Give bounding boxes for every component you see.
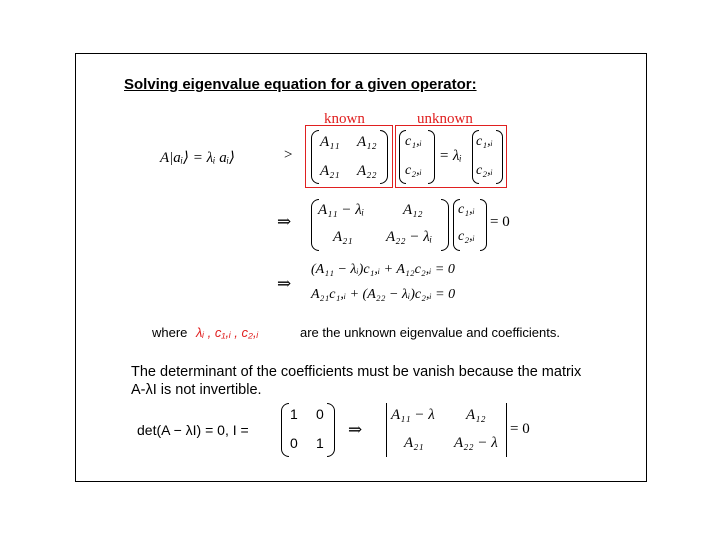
matrix-b-r2c2: A₂₂ − λᵢ	[386, 229, 433, 245]
implies-arrow-4: ⇒	[348, 420, 363, 439]
vec-c3-r1: c₁,ᵢ	[458, 202, 475, 217]
vec-c-right-paren	[428, 130, 435, 184]
implies-arrow-2: ⇒	[277, 212, 292, 231]
vec-c-r2: c₂,ᵢ	[405, 163, 422, 178]
vec-c3-right-paren	[480, 199, 487, 251]
label-unknown: unknown	[417, 111, 473, 127]
matrix-b-right-paren	[441, 199, 449, 251]
where-suffix: are the unknown eigenvalue and coefficients.	[300, 325, 560, 340]
det-equation: det(A − λI) = 0, I =	[137, 422, 249, 438]
vec-c-r1: c₁,ᵢ	[405, 134, 422, 149]
slide-title: Solving eigenvalue equation for a given operator:	[124, 76, 477, 93]
vec-c2-r2: c₂,ᵢ	[476, 163, 493, 178]
matrix-a-r2c2: A₂₂	[357, 163, 377, 179]
implies-arrow-3: ⇒	[277, 274, 292, 293]
matrix-a-left-paren	[311, 130, 319, 184]
matrix-a-right-paren	[380, 130, 388, 184]
det-rhs: = 0	[510, 421, 530, 437]
identity-left-paren	[281, 403, 289, 457]
det-text-2: A-λI is not invertible.	[131, 382, 262, 398]
det-matrix-r1c1: A₁₁ − λ	[391, 407, 435, 423]
where-variables: λᵢ , c₁,ᵢ , c₂,ᵢ	[196, 325, 259, 340]
eigen-equation: A|aᵢ⟩ = λᵢ aᵢ⟩	[160, 150, 235, 166]
arrow-1: >	[284, 147, 293, 163]
matrix-b-r1c2: A₁₂	[403, 202, 423, 218]
matrix-b-r2c1: A₂₁	[333, 229, 353, 245]
where-prefix: where	[152, 325, 188, 340]
identity-r1c1: 1	[290, 406, 298, 422]
matrix-b-r1c1: A₁₁ − λᵢ	[318, 202, 365, 218]
matrix-a-r1c1: A₁₁	[320, 134, 340, 150]
label-known: known	[324, 111, 365, 127]
det-matrix-r2c1: A₂₁	[404, 435, 424, 451]
identity-r2c1: 0	[290, 435, 298, 451]
det-right-bar	[506, 403, 507, 457]
system-line-2: A₂₁c₁,ᵢ + (A₂₂ − λᵢ)c₂,ᵢ = 0	[311, 287, 456, 302]
identity-r1c2: 0	[316, 406, 324, 422]
eq1-lambda: = λᵢ	[439, 148, 462, 164]
vec-c2-right-paren	[496, 130, 503, 184]
identity-r2c2: 1	[316, 435, 324, 451]
matrix-a-r1c2: A₁₂	[357, 134, 377, 150]
det-text-1: The determinant of the coefficients must be vanish because the matrix	[131, 364, 582, 380]
eq2-rhs: = 0	[490, 214, 510, 230]
vec-c3-r2: c₂,ᵢ	[458, 229, 475, 244]
identity-right-paren	[327, 403, 335, 457]
matrix-a-r2c1: A₂₁	[320, 163, 340, 179]
vec-c2-r1: c₁,ᵢ	[476, 134, 493, 149]
det-left-bar	[386, 403, 387, 457]
det-matrix-r1c2: A₁₂	[466, 407, 486, 423]
system-line-1: (A₁₁ − λᵢ)c₁,ᵢ + A₁₂c₂,ᵢ = 0	[311, 262, 455, 277]
det-matrix-r2c2: A₂₂ − λ	[454, 435, 498, 451]
